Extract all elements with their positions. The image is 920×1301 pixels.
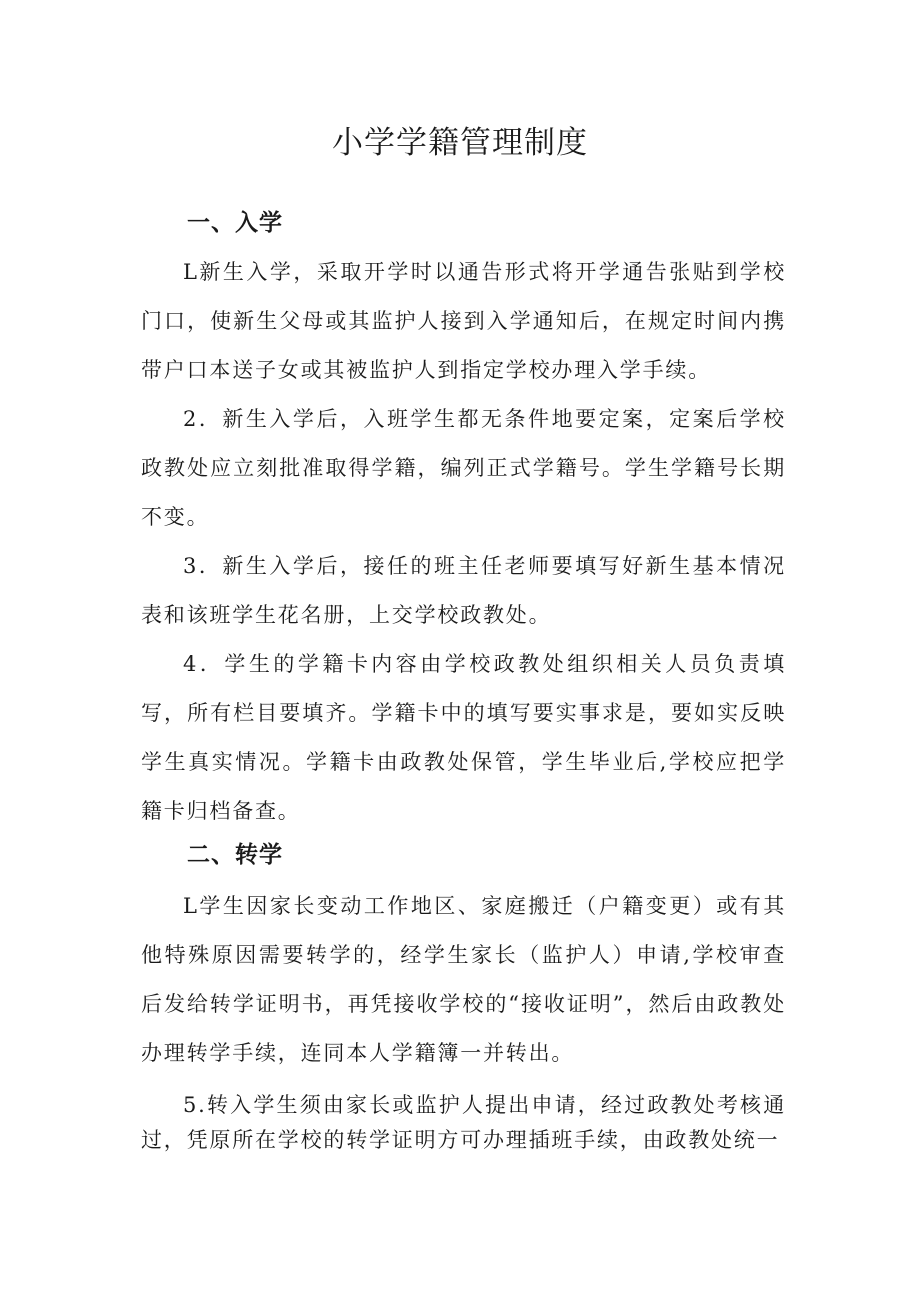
paragraph-enrollment-4: 4．学生的学籍卡内容由学校政教处组织相关人员负责填写，所有栏目要填齐。学籍卡中的填写要实事求是，要如实反映学生真实情况。学籍卡由政教处保管，学生毕业后,学校应把学籍卡归档备查。 bbox=[141, 652, 786, 823]
paragraph-enrollment-1: L新生入学，采取开学时以通告形式将开学通告张贴到学校门口，使新生父母或其监护人接到入学通知后，在规定时间内携带户口本送子女或其被监护人到指定学校办理入学手续。 bbox=[141, 260, 786, 382]
page-title: 小学学籍管理制度 bbox=[332, 125, 588, 161]
paragraph-transfer-2: 5.转入学生须由家长或监护人提出申请，经过政教处考核通过，凭原所在学校的转学证明方可办理插班手续，由政教处统一 bbox=[141, 1093, 786, 1152]
section-heading-transfer: 二、转学 bbox=[187, 842, 283, 868]
paragraph-enrollment-2: 2．新生入学后，入班学生都无条件地要定案，定案后学校政教处应立刻批准取得学籍，编列正式学籍号。学生学籍号长期不变。 bbox=[141, 407, 786, 529]
paragraph-transfer-1: L学生因家长变动工作地区、家庭搬迁（户籍变更）或有其他特殊原因需要转学的，经学生家长（监护人）申请,学校审查后发给转学证明书，再凭接收学校的“接收证明”，然后由政教处办理转学手续，连同本人学籍簿一并转出。 bbox=[141, 894, 786, 1065]
section-heading-enrollment: 一、入学 bbox=[187, 210, 283, 236]
paragraph-enrollment-3: 3．新生入学后，接任的班主任老师要填写好新生基本情况表和该班学生花名册，上交学校政教处。 bbox=[141, 554, 786, 627]
